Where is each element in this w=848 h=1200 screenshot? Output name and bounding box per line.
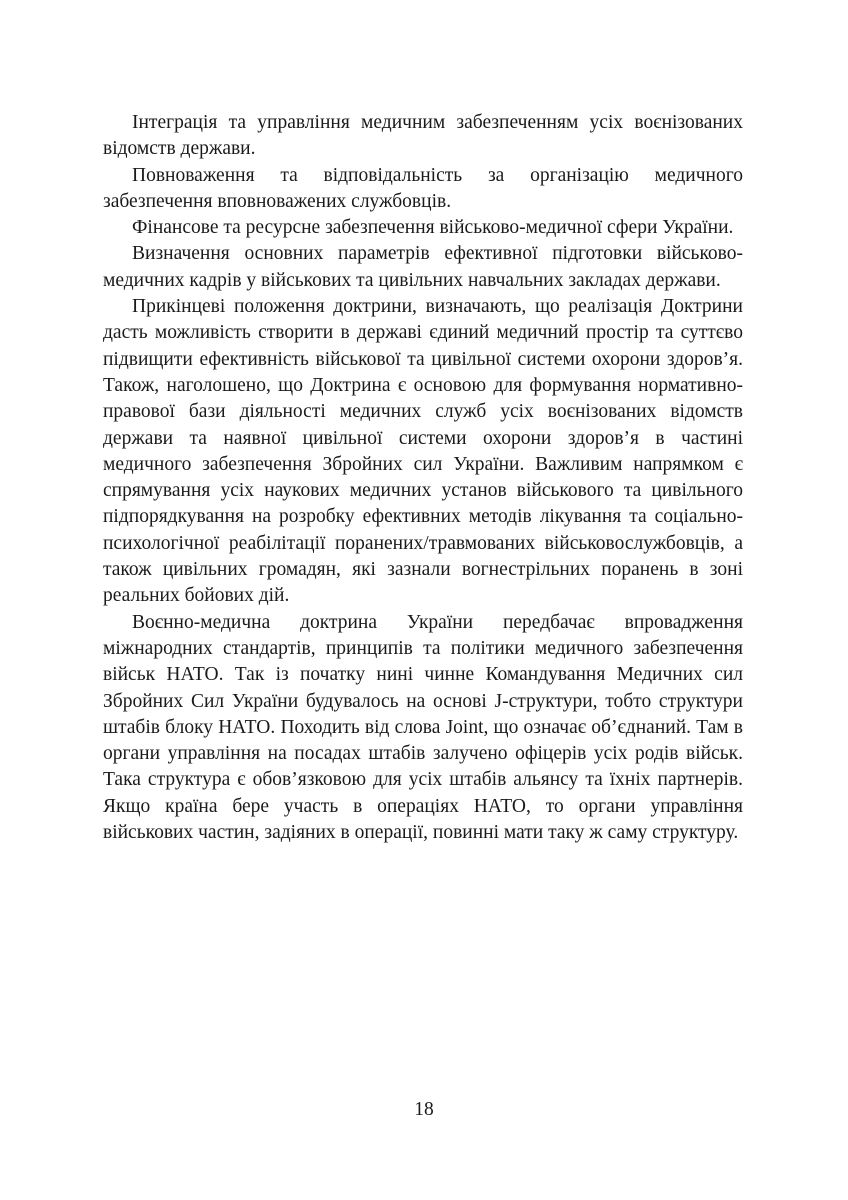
paragraph-funding: Фінансове та ресурсне забезпечення військово-медичної сфери України.: [132, 217, 734, 239]
paragraph-final-provisions: Прикінцеві положення доктрини, визначають, що реалізація Доктрини дасть можливість створити в державі єдиний медичний простір та суттєво підвищити ефективність військової та цивільної системи охорони здоров’я. Також, наголошено, що Доктрина є основою для формування нормативно-правової бази діяльності медичних служб усіх воєнізованих відомств держави та наявної цивільної системи охорони здоров’я в частині медичного забезпечення Збройних сил України. Важливим напрямком є спрямування усіх наукових медичних установ військового та цивільного підпорядкування на розробку ефективних методів лікування та соціально-психологічної реабілітації поранених/травмованих військовослужбовців, а також цивільних громадян, які зазнали вогнестрільних поранень в зоні реальних бойових дій.: [103, 296, 743, 607]
body-text: [103, 110, 743, 846]
paragraph-training: Визначення основних параметрів ефективної підготовки військово-медичних кадрів у військових та цивільних навчальних закладах держави.: [103, 243, 743, 291]
paragraph-integration: Інтеграція та управління медичним забезпеченням усіх воєнізованих відомств держави.: [103, 112, 743, 160]
paragraph-authority: Повноваження та відповідальність за організацію медичного забезпечення вповноважених службовців.: [103, 164, 743, 212]
page-number: 18: [414, 1099, 434, 1120]
paragraph-nato-standards: Воєнно-медична доктрина України передбачає впровадження міжнародних стандартів, принципів та політики медичного забезпечення військ НАТО. Так із початку нині чинне Командування Медичних сил Збройних Сил України будувалось на основі J-структури, тобто структури штабів блоку НАТО. Походить від слова Joint, що означає об’єднаний. Там в органи управління на посадах штабів залучено офіцерів усіх родів військ. Така структура є обов’язковою для усіх штабів альянсу та їхніх партнерів. Якщо країна бере участь в операціях НАТО, то органи управління військових частин, задіяних в операції, повинні мати таку ж саму структуру.: [103, 611, 743, 844]
